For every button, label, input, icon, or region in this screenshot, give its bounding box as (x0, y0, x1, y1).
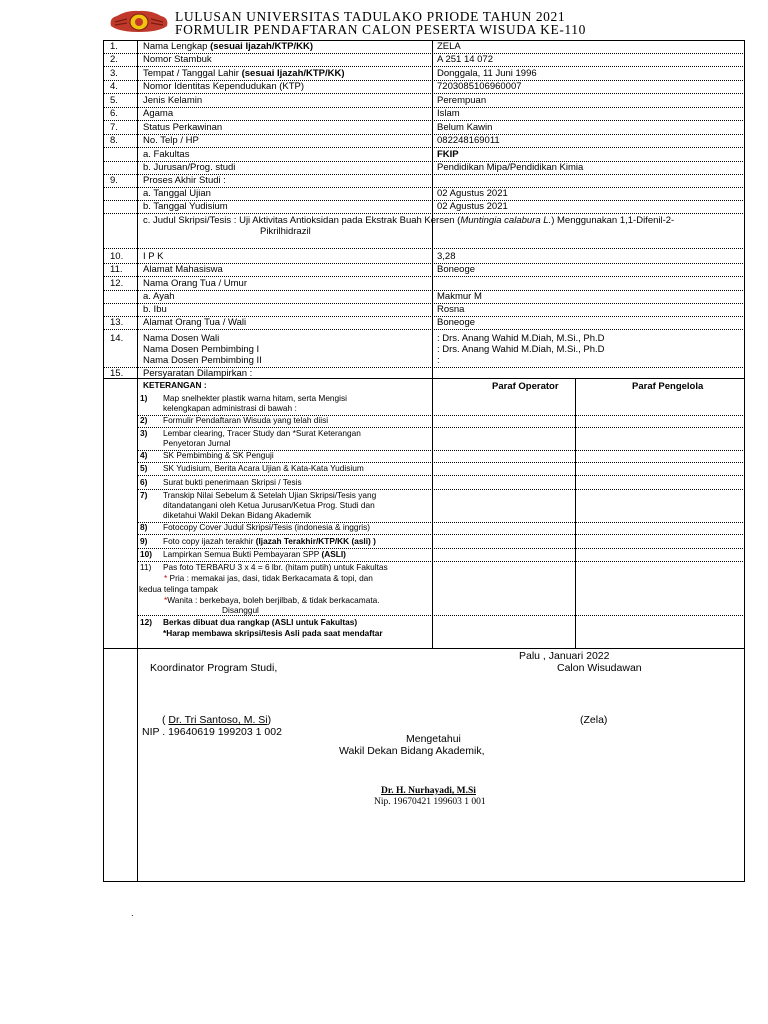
item-number: 1) (140, 393, 148, 403)
row-number: 12. (110, 278, 124, 289)
row-label-text: I P K (143, 251, 164, 262)
wakil-dekan-name: Dr. H. Nurhayadi, M.Si (381, 786, 476, 796)
row-number: 10. (110, 251, 124, 262)
row-label (143, 201, 228, 212)
item-text: ditandatangani oleh Ketua Jurusan/Ketua Prog. Studi dan (163, 500, 375, 510)
item-11-wanita2: Disanggul (222, 605, 259, 615)
item-number: 3) (140, 428, 148, 438)
item-text-bold: (Ijazah Terakhir/KTP/KK (asli) ) (255, 536, 376, 546)
row-number: 7. (110, 122, 118, 133)
item-text: Map snelhekter plastik warna hitam, serta Mengisi (163, 393, 347, 403)
item-text: Formulir Pendaftaran Wisuda yang telah diisi (163, 415, 329, 425)
row-label-text: a. Ayah (143, 291, 175, 302)
row-number: 1. (110, 41, 118, 52)
row-label (143, 149, 189, 160)
row-value: 02 Agustus 2021 (437, 201, 508, 212)
item-11-line1: Pas foto TERBARU 3 x 4 = 6 lbr. (hitam putih) untuk Fakultas (163, 562, 388, 572)
paraf-pengelola-label: Paraf Pengelola (632, 381, 704, 392)
wakil-dekan-label: Wakil Dekan Bidang Akademik, (339, 745, 485, 757)
item-number: 5) (140, 463, 148, 473)
dosen-p1-value: : Drs. Anang Wahid M.Diah, M.Si., Ph.D (437, 344, 605, 355)
item-12-line1: Berkas dibuat dua rangkap (ASLI untuk Fakultas) (163, 617, 358, 627)
row-value: 7203085106960007 (437, 81, 522, 92)
row-value: Belum Kawin (437, 122, 493, 133)
row-divider (103, 93, 745, 94)
row-divider (103, 107, 745, 108)
row-value: Perempuan (437, 95, 487, 106)
row-label (143, 175, 226, 186)
row-label-text: a. Fakultas (143, 149, 190, 160)
row-label-text: Jenis Kelamin (143, 95, 203, 106)
dosen-wali-value: : Drs. Anang Wahid M.Diah, M.Si., Ph.D (437, 333, 605, 344)
row-label (143, 251, 163, 262)
row-value: Donggala, 11 Juni 1996 (437, 68, 537, 79)
header-subtitle: FORMULIR PENDAFTARAN CALON PESERTA WISUDA KE-110 (175, 22, 586, 37)
row-label-text: Nomor Stambuk (143, 54, 212, 65)
row-label (143, 68, 345, 79)
header-title: LULUSAN UNIVERSITAS TADULAKO PRIODE TAHUN 2021 (175, 9, 566, 24)
row-value: 02 Agustus 2021 (437, 188, 508, 199)
university-logo (107, 8, 171, 34)
row-label-text: Agama (143, 108, 174, 119)
item-text: Transkip Nilai Sebelum & Setelah Ujian Skripsi/Tesis yang (163, 490, 377, 500)
row-number: 14. (110, 333, 124, 344)
row-value: FKIP (437, 149, 459, 160)
row-value: Rosna (437, 304, 465, 315)
item-text: Surat bukti penerimaan Skripsi / Tesis (163, 477, 302, 487)
column-divider (137, 40, 138, 882)
item-text-plain: Foto copy ijazah terakhir (163, 536, 256, 546)
row-value: Boneoge (437, 264, 476, 275)
row-label-text: Status Perkawinan (143, 122, 223, 133)
item-number: 10) (140, 549, 152, 559)
row-divider (103, 303, 745, 304)
row-divider (103, 290, 745, 291)
item-text (163, 536, 376, 546)
item-number: 2) (140, 415, 148, 425)
item-text: SK Pembimbing & SK Penguji (163, 450, 274, 460)
row-label-text: Alamat Orang Tua / Wali (143, 317, 247, 328)
persyaratan-label: Persyaratan Dilampirkan : (143, 368, 253, 379)
item-number: 4) (140, 450, 148, 460)
row-divider (103, 66, 745, 67)
item-text: Penyetoran Jurnal (163, 438, 231, 448)
row-label (143, 81, 304, 92)
row-label (143, 317, 246, 328)
row-label-text: Nama Lengkap (143, 41, 211, 52)
item-number: 9) (140, 536, 148, 546)
row-value: 3,28 (437, 251, 456, 262)
item-text: Lembar clearing, Tracer Study dan *Surat Keterangan (163, 428, 361, 438)
thesis-title-line2: Pikrilhidrazil (260, 226, 311, 237)
row-label (143, 264, 223, 275)
calon-label: Calon Wisudawan (557, 662, 642, 674)
item-text: kelengkapan administrasi di bawah : (163, 403, 297, 413)
row-divider (103, 248, 745, 249)
row-label-note: (sesuai Ijazah/KTP/KK) (210, 41, 314, 52)
row-value: Makmur M (437, 291, 482, 302)
item-text: diketahui Wakil Dekan Bidang Akademik (163, 510, 312, 520)
item-number: 6) (140, 477, 148, 487)
row-label-text: b. Jurusan/Prog. studi (143, 162, 236, 173)
row-value: 082248169011 (437, 135, 500, 146)
item-text-plain: Lampirkan Semua Bukti Pembayaran SPP (163, 549, 322, 559)
row-value: Boneoge (437, 317, 476, 328)
calon-name: (Zela) (580, 714, 608, 726)
row-label-text: No. Telp / HP (143, 135, 199, 146)
paraf-operator-label: Paraf Operator (492, 381, 559, 392)
row-label-text: a. Tanggal Ujian (143, 188, 211, 199)
row-number: 6. (110, 108, 118, 119)
mengetahui-label: Mengetahui (406, 733, 461, 745)
dosen-p2-value: : (437, 355, 440, 366)
row-value: Pendidikan Mipa/Pendidikan Kimia (437, 162, 584, 173)
row-label-text: Nama Orang Tua / Umur (143, 278, 248, 289)
item-number: 7) (140, 490, 148, 500)
row-divider (137, 615, 745, 616)
row-number: 3. (110, 68, 118, 79)
form-header (175, 10, 586, 36)
row-label (143, 95, 202, 106)
row-label-text: Tempat / Tanggal Lahir (143, 68, 242, 79)
item-12-line2: *Harap membawa skripsi/tesis Asli pada saat mendaftar (163, 628, 383, 638)
row-label (143, 108, 173, 119)
item-12-number: 12) (140, 617, 152, 627)
column-divider (575, 378, 576, 648)
koordinator-name: ( Dr. Tri Santoso, M. Si) (162, 714, 272, 726)
row-number: 13. (110, 317, 124, 328)
row-number: 2. (110, 54, 118, 65)
place-date: Palu , Januari 2022 (519, 650, 610, 662)
row-label-text: b. Ibu (143, 304, 167, 315)
row-divider (103, 134, 745, 135)
item-number: 8) (140, 522, 148, 532)
row-number: 5. (110, 95, 118, 106)
item-text-bold: (ASLI) (321, 549, 346, 559)
dosen-p2-label: Nama Dosen Pembimbing II (143, 355, 262, 366)
row-value: A 251 14 072 (437, 54, 493, 65)
wakil-dekan-nip: Nip. 19670421 199603 1 001 (374, 797, 486, 807)
row-divider (137, 475, 745, 476)
row-divider (137, 534, 745, 535)
item-11-wanita: *Wanita : berkebaya, boleh berjilbab, & tidak berkacamata. (164, 595, 380, 605)
row-label (143, 122, 222, 133)
item-11-number: 11) (140, 562, 152, 572)
row-label (143, 41, 313, 52)
row-divider (103, 147, 745, 148)
row-label (143, 304, 167, 315)
item-text: SK Yudisium, Berita Acara Ujian & Kata-Kata Yudisium (163, 463, 364, 473)
item-11-pria: * Pria : memakai jas, dasi, tidak Berkacamata & topi, dan (164, 573, 373, 583)
row-number: 8. (110, 135, 118, 146)
row-label-text: Nomor Identitas Kependudukan (KTP) (143, 81, 305, 92)
row-number: 9. (110, 175, 118, 186)
row-label-text: Alamat Mahasiswa (143, 264, 223, 275)
row-label-note: (sesuai Ijazah/KTP/KK) (241, 68, 345, 79)
row-label (143, 278, 247, 289)
row-number: 11. (110, 264, 123, 275)
row-divider (103, 120, 745, 121)
item-text (163, 549, 346, 559)
koordinator-label: Koordinator Program Studi, (150, 662, 278, 674)
footer-dot: . (131, 908, 134, 919)
dosen-wali-label: Nama Dosen Wali (143, 333, 220, 344)
row-number: 15. (110, 368, 124, 379)
row-label (143, 162, 235, 173)
row-label (143, 188, 211, 199)
row-value: Islam (437, 108, 460, 119)
row-number: 4. (110, 81, 118, 92)
row-divider (103, 329, 745, 330)
row-label-text: b. Tanggal Yudisium (143, 201, 228, 212)
section-divider (103, 648, 745, 649)
row-label (143, 135, 199, 146)
row-divider (103, 276, 745, 277)
koordinator-nip: NIP . 19640619 199203 1 002 (142, 726, 282, 738)
row-label (143, 291, 175, 302)
keterangan-heading: KETERANGAN : (143, 380, 207, 390)
dosen-p1-label: Nama Dosen Pembimbing I (143, 344, 260, 355)
item-11-pria2: kedua telinga tampak (139, 584, 218, 594)
thesis-title: c. Judul Skripsi/Tesis : Uji Aktivitas Antioksidan pada Ekstrak Buah Kersen (Muntingia calabura L.) Menggunakan 1,1-Difenil-2- (143, 215, 675, 226)
row-divider (103, 213, 745, 214)
column-divider (432, 40, 433, 648)
row-label (143, 54, 212, 65)
row-label-text: Proses Akhir Studi : (143, 175, 226, 186)
row-value: ZELA (437, 41, 461, 52)
item-text: Fotocopy Cover Judul Skripsi/Tesis (indonesia & inggris) (163, 522, 371, 532)
